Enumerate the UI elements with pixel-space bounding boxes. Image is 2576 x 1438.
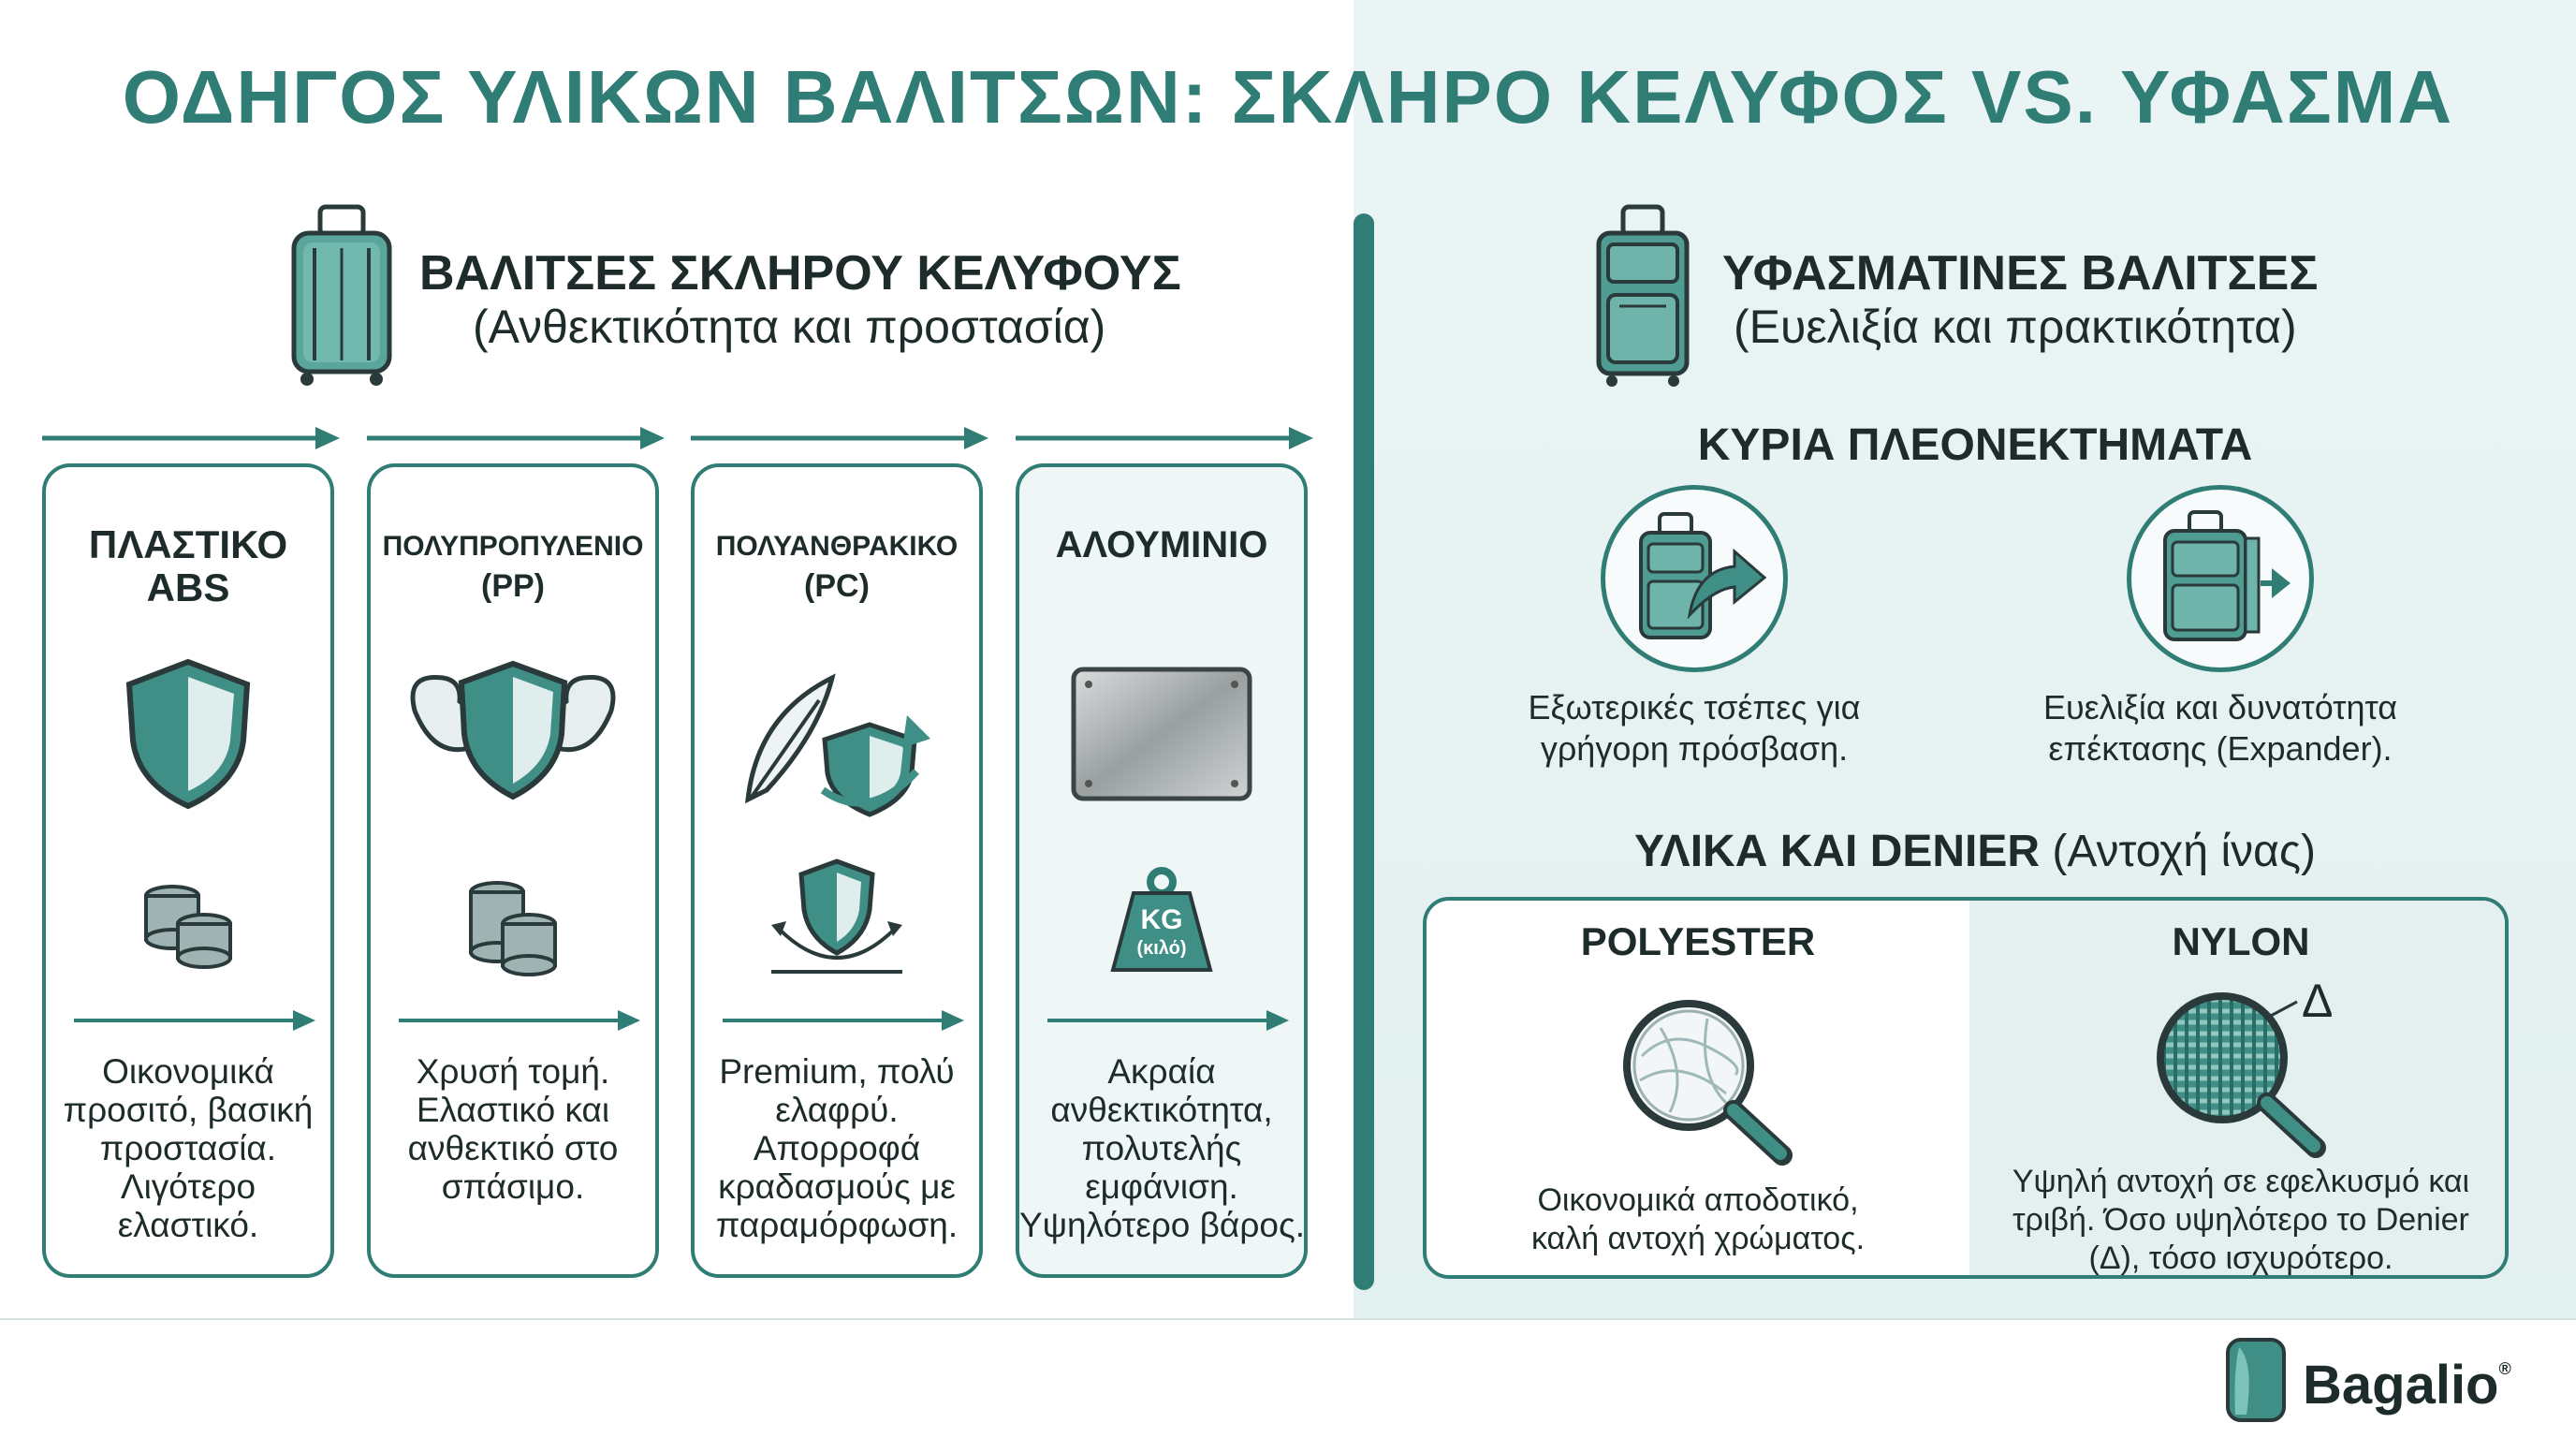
feather-shield-icon <box>729 659 944 818</box>
flow-arrow <box>42 425 342 451</box>
advantage-description: Ευελιξία και δυνατότητα επέκτασης (Expander). <box>2042 688 2398 768</box>
soft-section-title: ΥΦΑΣΜΑΤΙΝΕΣ ΒΑΛΙΤΣΕΣ <box>1722 246 2319 301</box>
expander-icon <box>2144 505 2304 654</box>
flexing-shield-icon <box>396 654 630 814</box>
section-divider <box>1354 213 1374 1290</box>
magnifier-polyester-icon <box>1614 990 1801 1168</box>
fabric-name-polyester: POLYESTER <box>1580 919 1816 963</box>
material-card-aluminium <box>1016 463 1308 1278</box>
weight-label: KG <box>1140 904 1183 935</box>
hard-section-subtitle: (Ανθεκτικότητα και προστασία) <box>473 301 1106 353</box>
coins-icon <box>461 879 564 982</box>
brand-logo-icon <box>2220 1334 2295 1428</box>
fabric-description-nylon: Υψηλή αντοχή σε εφελκυσμό και τριβή. Όσο υψηλότερο το Denier (Δ), τόσο ισχυρότερο. <box>2012 1164 2470 1276</box>
advantage-description: Εξωτερικές τσέπες για γρήγορη πρόσβαση. <box>1528 688 1861 768</box>
fabric-name-nylon: NYLON <box>2172 919 2310 963</box>
page-title: ΟΔΗΓΟΣ ΥΛΙΚΩΝ ΒΑΛΙΤΣΩΝ: ΣΚΛΗΡΟ ΚΕΛΥΦΟΣ VS. ΥΦΑΣΜΑ <box>122 55 2454 139</box>
impact-shield-icon <box>762 856 912 977</box>
inner-arrow <box>399 1008 642 1033</box>
flow-arrow <box>1016 425 1315 451</box>
material-description: Χρυσή τομή. Ελαστικό και ανθεκτικό στο σπάσιμο. <box>407 1052 619 1206</box>
fabric-materials-panel <box>1423 897 2509 1279</box>
inner-arrow <box>723 1008 966 1033</box>
fabric-description-polyester: Οικονομικά αποδοτικό, καλή αντοχή χρώματος. <box>1530 1182 1866 1256</box>
pocket-access-icon <box>1624 505 1774 654</box>
soft-suitcase-icon <box>1591 201 1694 389</box>
material-card-abs <box>42 463 334 1278</box>
material-code: ABS <box>146 565 230 609</box>
coins-icon <box>137 879 240 973</box>
advantage-icon-frame <box>1601 485 1788 672</box>
flow-arrow <box>367 425 666 451</box>
material-name: ΠΟΛΥΠΡΟΠΥΛΕΝΙΟ <box>382 531 644 562</box>
advantages-title: ΚΥΡΙΑ ΠΛΕΟΝΕΚΤΗΜΑΤΑ <box>1697 420 2253 470</box>
weight-sublabel: (κιλό) <box>1136 938 1187 959</box>
material-description: Οικονομικά προσιτό, βασική προστασία. Λιγότερο ελαστικό. <box>63 1052 314 1244</box>
hard-section-title: ΒΑΛΙΤΣΕΣ ΣΚΛΗΡΟΥ ΚΕΛΥΦΟΥΣ <box>419 246 1181 301</box>
material-card-pp <box>367 463 659 1278</box>
material-code: (PP) <box>481 568 545 604</box>
brand-name: Bagalio® <box>2303 1355 2511 1416</box>
fabric-materials-title: ΥΛΙΚΑ ΚΑΙ DENIER (Αντοχή ίνας) <box>1634 827 2316 876</box>
material-card-pc <box>691 463 983 1278</box>
material-code: (PC) <box>804 568 870 604</box>
soft-section-subtitle: (Ευελιξία και πρακτικότητα) <box>1734 301 2297 353</box>
hard-suitcase-icon <box>281 201 402 389</box>
material-name: ΠΛΑΣΤΙΚΟ <box>88 522 288 566</box>
inner-arrow <box>1047 1008 1291 1033</box>
denier-symbol: Δ <box>2302 975 2334 1027</box>
flow-arrow <box>691 425 990 451</box>
footer-divider <box>0 1318 2576 1320</box>
material-description: Ακραία ανθεκτικότητα, πολυτελής εμφάνιση. Υψηλότερο βάρος. <box>1019 1052 1306 1244</box>
metal-plate-icon <box>1068 664 1255 804</box>
advantage-icon-frame <box>2127 485 2314 672</box>
inner-arrow <box>74 1008 317 1033</box>
material-name: ΠΟΛΥΑΝΘΡΑΚΙΚΟ <box>715 531 959 562</box>
shield-icon <box>118 654 258 814</box>
material-name: ΑΛΟΥΜΙΝΙΟ <box>1055 524 1268 565</box>
material-description: Premium, πολύ ελαφρύ. Απορροφά κραδασμούς με παραμόρφωση. <box>715 1052 959 1244</box>
